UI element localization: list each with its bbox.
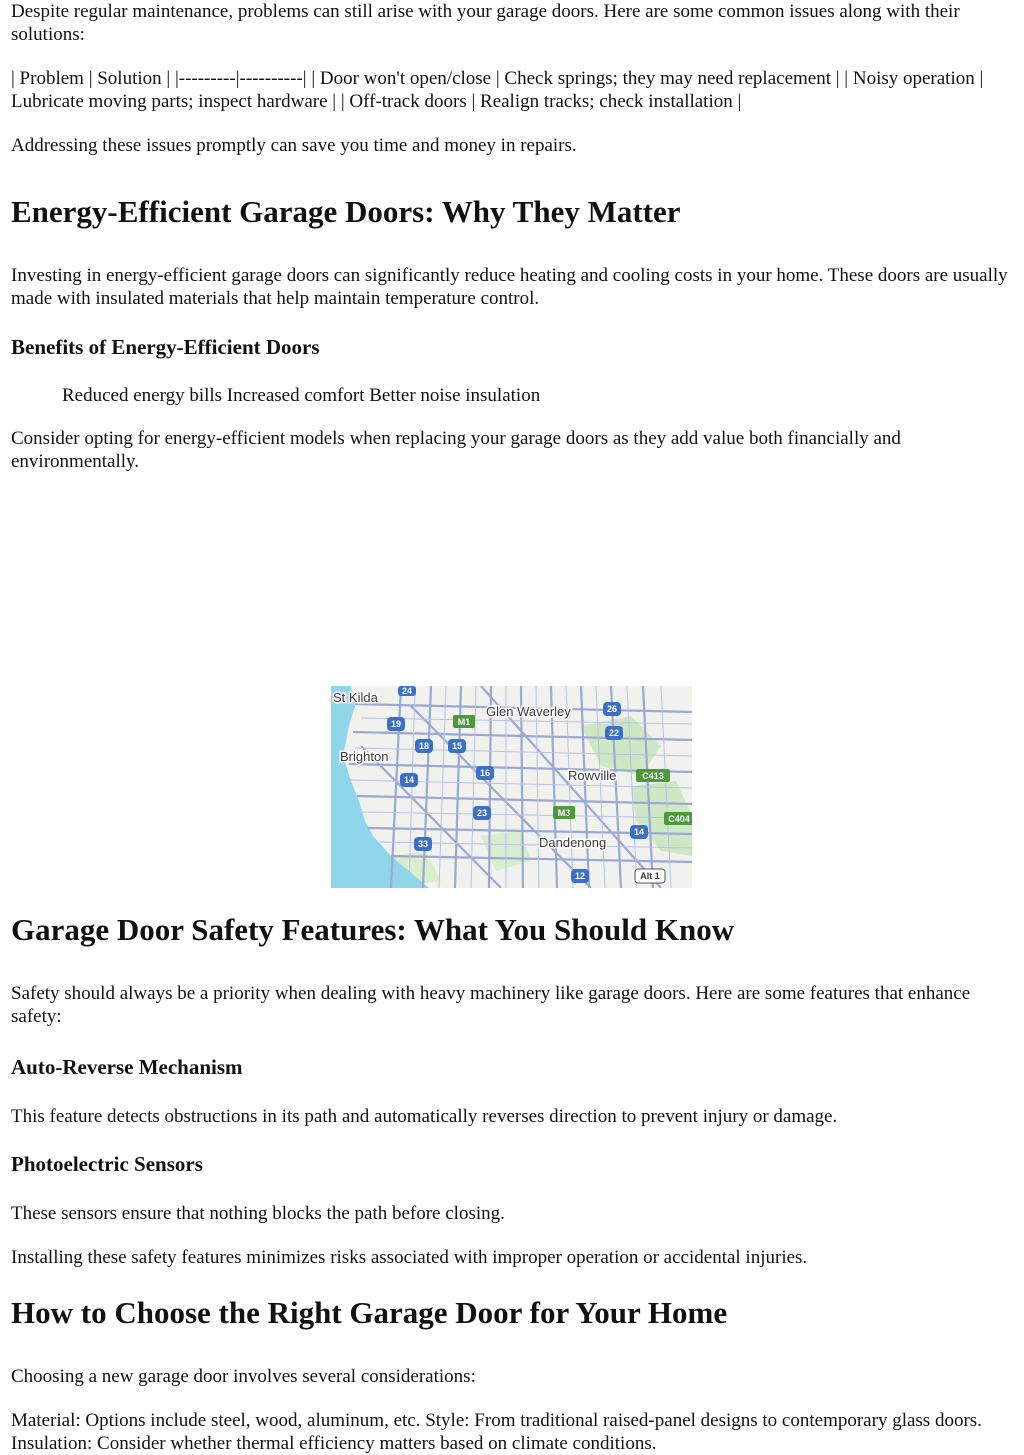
install-paragraph: Installing these safety features minimizes risks associated with improper operation or accidental injuries. [11,1247,808,1268]
choose-paragraph: Choosing a new garage door involves several considerations: [11,1366,476,1387]
svg-text:14: 14 [403,775,415,785]
svg-text:18: 18 [418,741,430,751]
choose-heading: How to Choose the Right Garage Door for Your Home [11,1295,728,1330]
svg-text:19: 19 [390,719,402,729]
svg-text:26: 26 [606,704,618,714]
safety-heading: Garage Door Safety Features: What You Should Know [11,912,735,947]
route-shield [571,869,589,883]
photoelectric-heading: Photoelectric Sensors [11,1152,203,1176]
place-label: Dandenong [539,835,607,850]
route-shield [603,702,621,716]
route-shield [387,717,405,731]
svg-text:14: 14 [633,827,645,837]
auto-reverse-paragraph: This feature detects obstructions in its path and automatically reverses direction to prevent injury or damage. [11,1106,838,1127]
place-label: Rowville [568,768,617,783]
photoelectric-paragraph: These sensors ensure that nothing blocks the path before closing. [11,1203,505,1224]
route-shield [415,739,433,753]
consider-paragraph: Consider opting for energy-efficient models when replacing your garage doors as they add value both financially and environmentally. [11,428,901,472]
svg-text:24: 24 [401,686,413,696]
place-label: Glen Waverley [486,704,571,719]
map-graphic [331,686,692,888]
route-shield [636,769,670,782]
svg-text:23: 23 [476,808,488,818]
material-paragraph: Material: Options include steel, wood, aluminum, etc. Style: From traditional raised-panel designs to contemporary glass doors. Insulation: Consider whether thermal efficiency matters based on climate conditions. [11,1410,982,1454]
route-shield [664,812,692,825]
addressing-paragraph: Addressing these issues promptly can save you time and money in repairs. [11,135,577,156]
svg-text:Alt 1: Alt 1 [640,871,660,881]
route-shield [400,773,418,787]
auto-reverse-heading: Auto-Reverse Mechanism [11,1055,243,1079]
intro-paragraph: Despite regular maintenance, problems can still arise with your garage doors. Here are some common issues along with their solutions: [11,1,960,45]
map-container [11,686,1012,888]
energy-efficient-paragraph: Investing in energy-efficient garage doors can significantly reduce heating and cooling costs in your home. These doors are usually made with insulated materials that help maintain temperature control. [11,265,1008,309]
route-shield [398,686,416,696]
benefits-list: Reduced energy bills Increased comfort Better noise insulation [62,385,541,406]
route-shield [553,806,575,819]
route-shield [630,825,648,839]
svg-text:22: 22 [608,728,620,738]
svg-text:12: 12 [574,871,586,881]
route-shield [605,726,623,740]
map-image[interactable] [331,686,692,888]
svg-text:15: 15 [451,741,463,751]
svg-text:C404: C404 [668,814,690,824]
energy-efficient-heading: Energy-Efficient Garage Doors: Why They Matter [11,194,681,229]
route-shield [635,869,665,883]
benefits-heading: Benefits of Energy-Efficient Doors [11,335,320,359]
problem-solution-table-text: | Problem | Solution | |---------|----------| | Door won't open/close | Check springs; they may need replacement | | Noisy operation | Lubricate moving parts; inspect hardware | | Off-track doors | Realign tracks; check installation | [11,68,984,112]
svg-text:16: 16 [479,768,491,778]
svg-text:C413: C413 [642,771,664,781]
svg-text:33: 33 [417,839,429,849]
route-shield [414,837,432,851]
place-label: St Kilda [333,690,378,705]
route-shield [448,739,466,753]
place-label: Brighton [340,749,389,764]
safety-paragraph: Safety should always be a priority when dealing with heavy machinery like garage doors. Here are some features that enhance safety: [11,983,971,1027]
route-shield [473,806,491,820]
route-shield [476,766,494,780]
svg-text:M1: M1 [457,717,471,727]
svg-text:M3: M3 [557,808,571,818]
route-shield [453,715,475,728]
